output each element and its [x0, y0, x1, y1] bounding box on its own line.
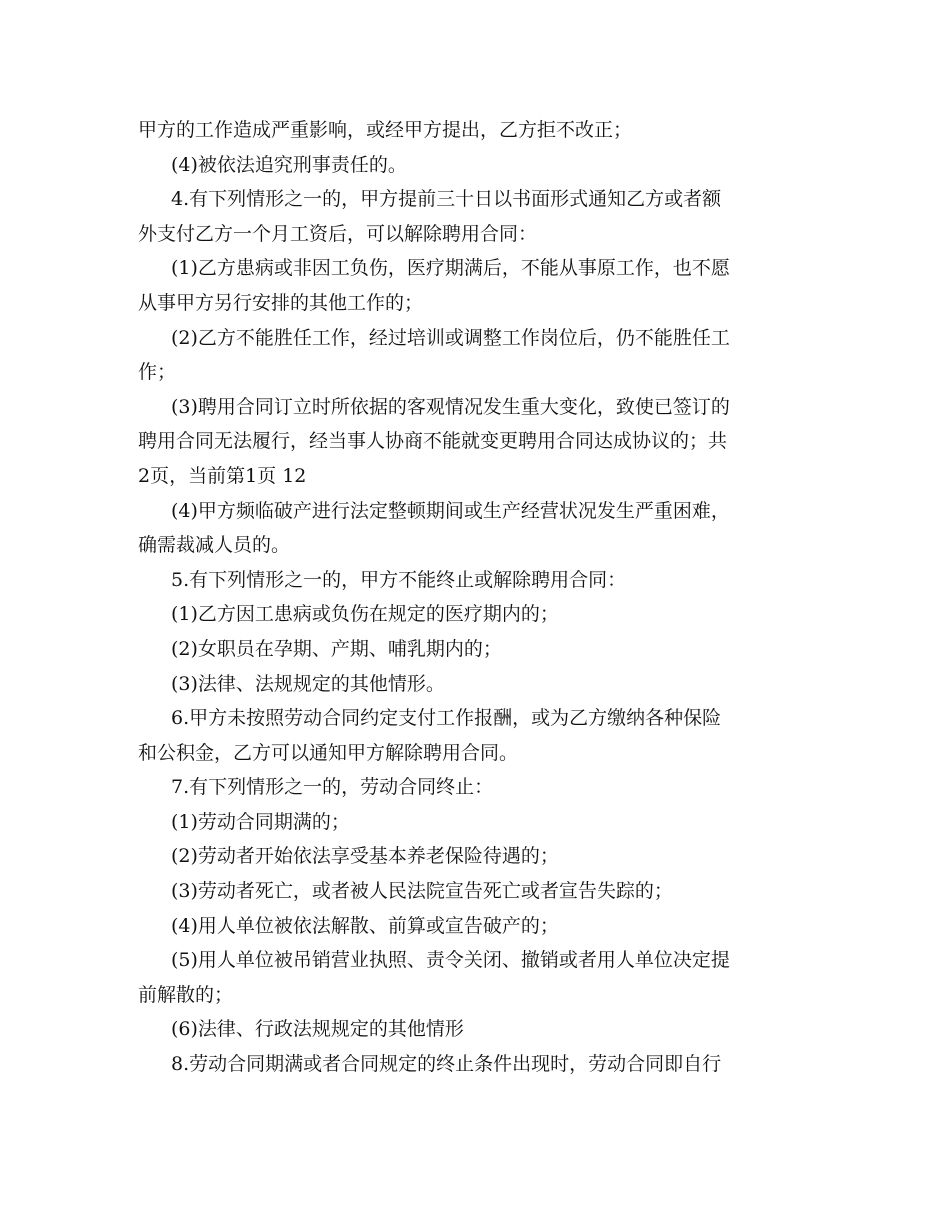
- text-line: (3)劳动者死亡，或者被人民法院宣告死亡或者宣告失踪的；: [171, 880, 673, 903]
- text-line: (6)法律、行政法规规定的其他情形: [171, 1018, 464, 1041]
- text-line: (1)乙方因工患病或负伤在规定的医疗期内的；: [171, 603, 559, 626]
- text-line: 前解散的；: [138, 983, 234, 1006]
- text-line: 聘用合同无法履行，经当事人协商不能就变更聘用合同达成协议的；共: [138, 430, 728, 453]
- text-line: (1)劳动合同期满的；: [171, 810, 350, 833]
- text-line: (5)用人单位被吊销营业执照、责令关闭、撤销或者用人单位决定提: [171, 949, 730, 972]
- text-line: 8.劳动合同期满或者合同规定的终止条件出现时，劳动合同即自行: [171, 1053, 722, 1076]
- text-line: (3)聘用合同订立时所依据的客观情况发生重大变化，致使已签订的: [171, 395, 730, 418]
- text-line: (2)女职员在孕期、产期、哺乳期内的；: [171, 637, 502, 660]
- text-line: 外支付乙方一个月工资后，可以解除聘用合同：: [138, 222, 538, 245]
- text-line: (3)法律、法规规定的其他情形。: [171, 672, 445, 695]
- text-line: 甲方的工作造成严重影响，或经甲方提出，乙方拒不改正；: [138, 119, 633, 141]
- text-line: 和公积金，乙方可以通知甲方解除聘用合同。: [138, 741, 519, 764]
- text-line: 作；: [138, 361, 177, 384]
- text-line: 7.有下列情形之一的，劳动合同终止：: [171, 776, 494, 799]
- text-line: (4)用人单位被依法解散、前算或宣告破产的；: [171, 914, 559, 937]
- text-line: 从事甲方另行安排的其他工作的；: [138, 291, 424, 314]
- text-line: (2)乙方不能胜任工作，经过培训或调整工作岗位后，仍不能胜任工: [171, 326, 730, 349]
- text-line: 6.甲方未按照劳动合同约定支付工作报酬，或为乙方缴纳各种保险: [171, 707, 722, 730]
- text-line: 确需裁减人员的。: [138, 534, 291, 557]
- document-body: [138, 113, 818, 1082]
- text-line: 5.有下列情形之一的，甲方不能终止或解除聘用合同：: [171, 568, 627, 591]
- text-line: (4)甲方频临破产进行法定整顿期间或生产经营状况发生严重困难，: [171, 499, 730, 522]
- page-counter-line: 2页，当前第1页 12: [138, 464, 307, 487]
- text-line: (4)被依法追究刑事责任的。: [171, 153, 407, 176]
- text-line: (2)劳动者开始依法享受基本养老保险待遇的；: [171, 845, 559, 868]
- text-line: (1)乙方患病或非因工负伤，医疗期满后，不能从事原工作，也不愿: [171, 257, 730, 280]
- text-line: 4.有下列情形之一的，甲方提前三十日以书面形式通知乙方或者额: [171, 188, 722, 211]
